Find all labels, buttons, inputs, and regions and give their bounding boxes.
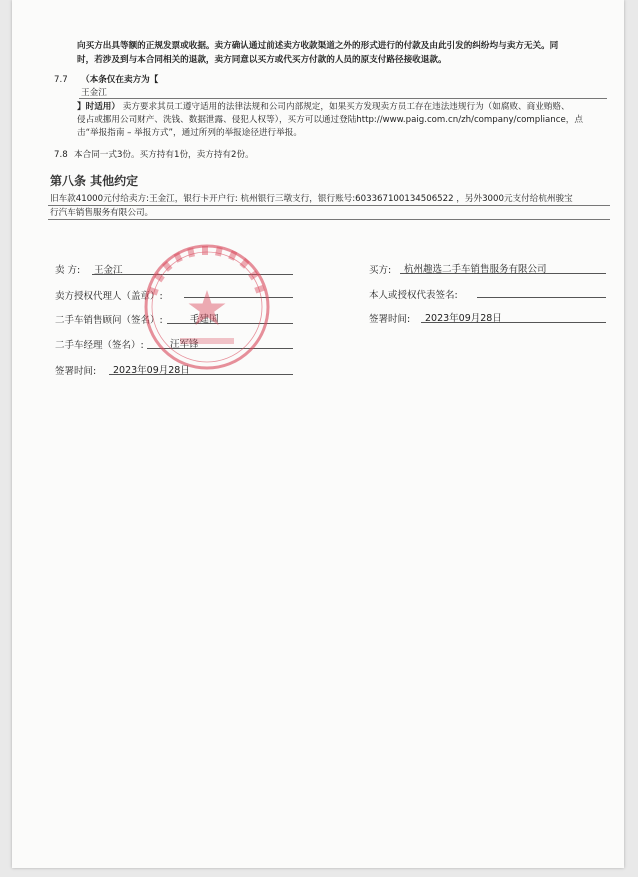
manager-label: 二手车经理（签名）: (55, 340, 144, 351)
company-seal-stamp (142, 242, 272, 372)
paragraph-line: 时，若涉及到与本合同相关的退款，卖方同意以买方或代买方付款的人员的原支付路径接收退款。 (77, 55, 447, 65)
section-text-line-1: 旧车款41000元付给卖方:王金江，银行卡开户行: 杭州银行三墩支行，银行账号:603367100134506522 ，另外3000元支付给杭州骏宝 (50, 194, 573, 204)
section-line-underline (48, 219, 610, 220)
signature-line (147, 348, 293, 349)
clause-number: 7.8 (54, 150, 68, 160)
fill-underline (79, 98, 607, 99)
clause-condition-prefix: （本条仅在卖方为【 (81, 75, 159, 85)
section-heading: 第八条 其他约定 (50, 174, 139, 188)
contract-page (12, 0, 624, 868)
clause-text-line-1: 卖方要求其员工遵守适用的法律法规和公司内部规定，如果买方发现卖方员工存在违法违规行为（如腐败、商业贿赂、 (122, 102, 570, 112)
signature-line (477, 297, 606, 298)
seller-label: 卖 方: (55, 265, 81, 276)
clause-text: 本合同一式3份。买方持有1份，卖方持有2份。 (74, 150, 254, 160)
clause-text-line-3: 击“举报指南 – 举报方式”，通过所列的举报途径进行举报。 (77, 128, 302, 138)
consultant-label: 二手车销售顾问（签名）: (55, 315, 163, 326)
paragraph-line: 向买方出具等额的正规发票或收据。卖方确认通过前述卖方收款渠道之外的形式进行的付款及由此引发的纠纷均与卖方无关。同 (77, 41, 559, 51)
buyer-name: 杭州趣选二手车销售服务有限公司 (404, 264, 547, 275)
clause-condition-suffix: 】时适用） (77, 102, 120, 112)
section-text-line-2: 行汽车销售服务有限公司。 (50, 208, 154, 218)
seller-agent-label: 卖方授权代理人（盖章）: (55, 291, 163, 302)
clause-condition-fill: 王金江 (81, 88, 107, 98)
signature-line (109, 374, 293, 375)
buyer-label: 买方: (369, 265, 392, 276)
buyer-date: 2023年09月28日 (425, 313, 502, 324)
seller-name: 王金江 (94, 265, 123, 276)
buyer-rep-label: 本人或授权代表签名: (369, 290, 458, 301)
clause-text-line (77, 101, 570, 113)
clause-number: 7.7 (54, 75, 68, 85)
signature-line (400, 273, 606, 274)
seller-date-label: 签署时间: (55, 366, 97, 377)
signature-line (184, 297, 293, 298)
signature-line (167, 323, 293, 324)
clause-text-line-2: 侵占或挪用公司财产、洗钱、数据泄露、侵犯人权等），买方可以通过登陆http://www.paig.com.cn/zh/company/compliance，点 (77, 115, 583, 125)
signature-line (92, 274, 293, 275)
signature-line (421, 322, 606, 323)
buyer-date-label: 签署时间: (369, 314, 411, 325)
consultant-signature: 毛建国 (190, 314, 219, 325)
manager-signature: 汪军锋 (170, 339, 199, 350)
seller-date: 2023年09月28日 (113, 365, 190, 376)
section-line-underline (48, 205, 610, 206)
